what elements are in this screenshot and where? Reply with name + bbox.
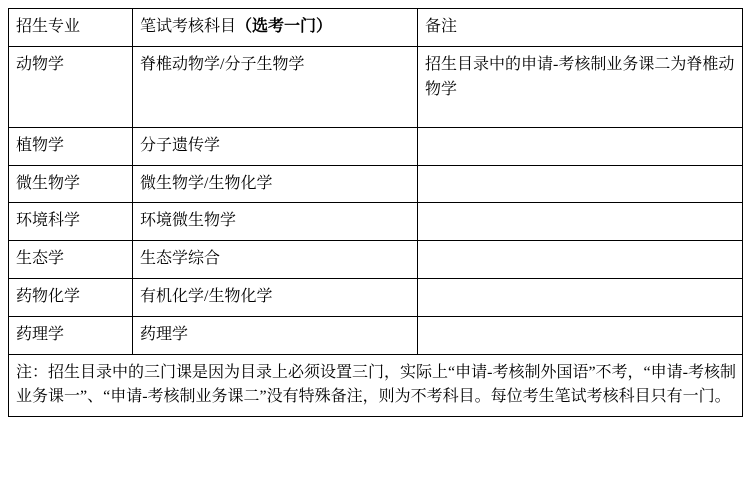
cell-note [418,165,743,203]
table-row [9,127,743,165]
cell-major: 药理学 [9,316,133,354]
column-header-major [9,9,133,47]
cell-note [418,127,743,165]
table-row [9,241,743,279]
cell-major: 微生物学 [9,165,133,203]
cell-major: 植物学 [9,127,133,165]
cell-subject: 药理学 [133,316,418,354]
column-header-major-label: 招生专业 [16,18,81,35]
column-header-subject-label: 笔试考核科目 [140,18,237,35]
cell-major: 药物化学 [9,278,133,316]
cell-major: 动物学 [9,46,133,127]
cell-subject: 分子遗传学 [133,127,418,165]
column-header-note [418,9,743,47]
cell-note [418,241,743,279]
cell-major: 生态学 [9,241,133,279]
cell-subject: 微生物学/生物化学 [133,165,418,203]
cell-subject: 环境微生物学 [133,203,418,241]
cell-note [418,203,743,241]
cell-major: 环境科学 [9,203,133,241]
table-row [9,203,743,241]
column-header-subject [133,9,418,47]
table-footnote-row [9,354,743,417]
column-header-note-label: 备注 [425,18,458,35]
exam-subjects-table [8,8,743,417]
table-row [9,165,743,203]
cell-note [418,316,743,354]
cell-subject: 有机化学/生物化学 [133,278,418,316]
cell-subject: 生态学综合 [133,241,418,279]
table-row [9,278,743,316]
cell-subject: 脊椎动物学/分子生物学 [133,46,418,127]
table-footnote: 注：招生目录中的三门课是因为目录上必须设置三门，实际上“申请-考核制外国语”不考，“申请-考核制业务课一”、“申请-考核制业务课二”没有特殊备注，则为不考科目。每位考生笔试考核科目只有一门。 [9,354,743,417]
table-row [9,316,743,354]
column-header-subject-note: （选考一门） [236,18,333,35]
table-header-row [9,9,743,47]
cell-note: 招生目录中的申请-考核制业务课二为脊椎动物学 [418,46,743,127]
cell-note [418,278,743,316]
table-row [9,46,743,127]
